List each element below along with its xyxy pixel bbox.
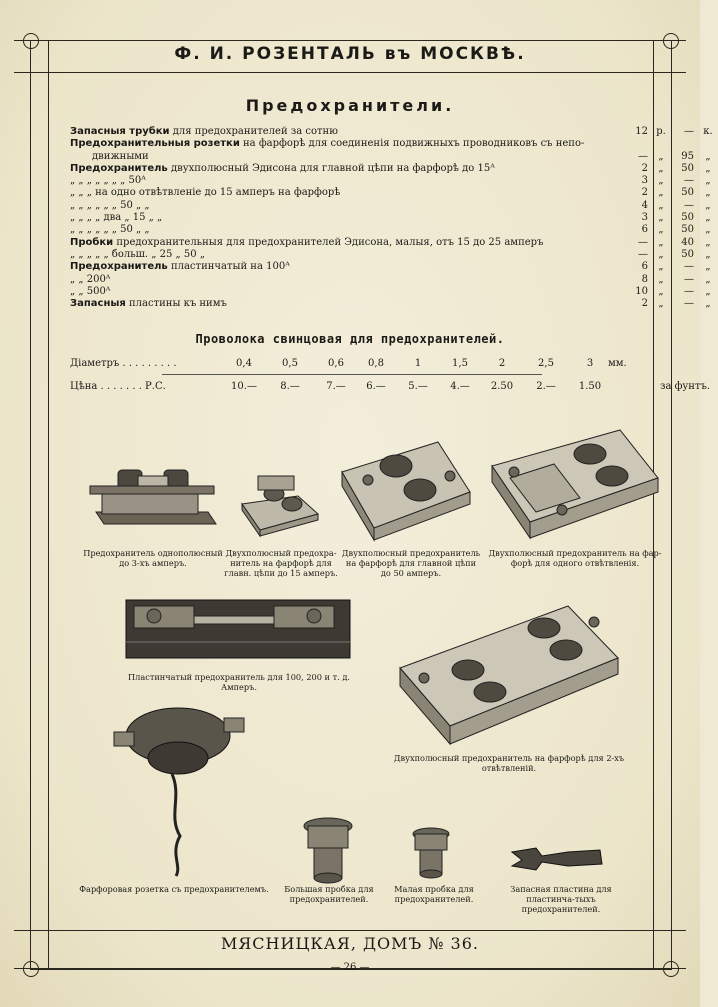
wire-price-cell: 7.— — [326, 381, 346, 392]
price-list-row — [70, 187, 711, 199]
diameter-cell: 2 — [498, 358, 506, 369]
price-cell: — — [638, 248, 648, 260]
price-cell: 50 — [681, 248, 694, 260]
price-cell: „ — [705, 273, 711, 285]
price-cell: 3 — [641, 212, 648, 224]
caption-large-plug: Большая пробка для предохранителей. — [284, 884, 374, 904]
price-cell: „ — [658, 224, 664, 236]
item-description — [70, 274, 110, 286]
item-text: для предохранителей за сотню — [172, 126, 338, 137]
single-pole-fuse-illustration — [88, 462, 216, 532]
item-name: Запасныя — [70, 298, 126, 310]
item-text: „ „ „ „ „ „ 50 „ „ — [70, 224, 150, 236]
price-cell: „ — [705, 285, 711, 297]
price-cell: 50 — [681, 187, 694, 199]
diameter-cell: 0,4 — [236, 358, 252, 369]
item-description — [70, 286, 110, 298]
price-cell: 2 — [641, 298, 648, 310]
corner-ornament — [663, 961, 679, 977]
item-description — [70, 261, 290, 273]
price-list-row — [70, 273, 711, 286]
item-description — [70, 138, 584, 150]
price-cell: 2 — [641, 187, 648, 199]
item-description — [70, 163, 495, 175]
item-text: пластинчатый на 100ᴬ — [170, 261, 290, 273]
price-cell: „ — [658, 187, 664, 199]
item-text: „ „ 200ᴬ — [70, 273, 111, 285]
page-title: Предохранители. — [245, 96, 455, 115]
price-cell: 6 — [641, 224, 648, 236]
price-cell: 95 — [681, 150, 694, 162]
wire-price-cell: 2.50 — [490, 381, 514, 392]
price-cell: 4 — [641, 199, 648, 211]
diameter-cell: 0,8 — [368, 358, 384, 369]
price-list-row — [70, 162, 711, 175]
diameter-cell: 3 — [586, 358, 594, 369]
price-cell: 12 — [635, 126, 648, 137]
price-cell: 50 — [681, 224, 694, 236]
price-cell: „ — [658, 285, 664, 297]
price-cell: „ — [658, 298, 664, 310]
price-cell: 3 — [641, 175, 648, 187]
caption-plate-fuse: Пластинчатый предохранитель для 100, 200 и т. д. Амперъ. — [128, 672, 350, 692]
price-list-row — [70, 212, 711, 224]
price-cell: „ — [705, 162, 711, 174]
wire-section-title: Проволока свинцовая для предохранителей. — [195, 332, 505, 346]
item-text: „ „ „ „ „ больш. „ 25 „ 50 „ — [70, 248, 205, 260]
item-description — [70, 126, 338, 138]
price-cell: „ — [705, 212, 711, 224]
price-cell: „ — [658, 261, 664, 273]
item-name: Пробки — [70, 236, 114, 248]
caption-fuse-15a: Двухполюсный предохра-нитель на фарфорѣ для главн. цѣпи до 15 амперъ. — [224, 548, 338, 578]
wire-price-cell: 6.— — [366, 381, 386, 392]
item-description — [70, 298, 227, 310]
price-cell: 10 — [635, 285, 648, 297]
item-name: Предохранительныя розетки — [70, 138, 240, 150]
price-cell: — — [684, 273, 694, 285]
item-name: Предохранитель — [70, 162, 168, 174]
price-cell: 40 — [681, 236, 694, 248]
price-cell: „ — [705, 199, 711, 211]
item-text: пластины къ нимъ — [129, 298, 227, 310]
price-cell: „ — [705, 150, 711, 162]
price-cell: 6 — [641, 261, 648, 273]
item-description — [70, 224, 150, 236]
fuse-one-branch-illustration — [490, 422, 660, 540]
item-name: Запасныя трубки — [70, 126, 170, 137]
price-cell: „ — [705, 187, 711, 199]
price-cell: „ — [658, 273, 664, 285]
wire-price-cell: 4.— — [450, 381, 470, 392]
porcelain-rosette-illustration — [112, 696, 248, 878]
price-cell: — — [638, 150, 648, 162]
price-cell: „ — [658, 199, 664, 211]
item-description — [70, 175, 146, 187]
price-list-row — [70, 261, 711, 273]
item-name: Предохранитель — [70, 261, 168, 273]
price-list-row — [70, 248, 711, 261]
diameter-cell: 0,6 — [328, 358, 344, 369]
price-label: Цѣна . . . . . . . Р.С. — [70, 381, 166, 392]
price-cell: „ — [658, 175, 664, 187]
corner-ornament — [23, 33, 39, 49]
price-list-row — [70, 138, 670, 150]
price-cell: „ — [705, 175, 711, 187]
caption-one-branch: Двухполюсный предохранитель на фар-форѣ для одного отвѣтвленія. — [488, 548, 662, 568]
diameter-cell: 0,5 — [282, 358, 298, 369]
price-list — [70, 126, 713, 310]
price-unit: за фунтъ. — [660, 381, 711, 392]
wire-price-cell: 5.— — [408, 381, 428, 392]
item-description — [70, 187, 340, 199]
wire-price-cell: 2.— — [536, 381, 556, 392]
price-cell: — — [684, 126, 694, 137]
price-cell: 50 — [681, 212, 694, 224]
price-list-row — [70, 236, 711, 249]
corner-ornament — [23, 961, 39, 977]
wire-price-cell: 1.50 — [578, 381, 602, 392]
item-text: двухполюсный Эдисона для главной цѣпи на фарфорѣ до 15ᴬ — [170, 162, 495, 174]
small-plug-illustration — [408, 826, 454, 882]
item-description — [70, 200, 150, 212]
caption-small-plug: Малая пробка для предохранителей. — [394, 884, 474, 904]
item-description — [92, 151, 149, 163]
price-cell: — — [684, 298, 694, 310]
price-cell: к. — [703, 126, 713, 137]
price-cell: „ — [658, 212, 664, 224]
caption-fuse-50a: Двухполюсный предохранитель на фарфорѣ для главной цѣпи до 50 амперъ. — [341, 548, 481, 578]
price-list-row — [70, 175, 711, 187]
price-cell: 2 — [641, 162, 648, 174]
item-text: „ „ „ на одно отвѣтвленіе до 15 амперъ на фарфорѣ — [70, 187, 341, 199]
price-cell: „ — [705, 248, 711, 260]
price-cell: — — [684, 285, 694, 297]
header-rule — [14, 72, 686, 73]
page-number: — 26 — — [330, 962, 370, 973]
price-list-row — [70, 298, 711, 310]
item-description — [70, 212, 162, 224]
price-cell: „ — [705, 298, 711, 310]
caption-single-pole: Предохранитель однополюсный до 3-хъ амперъ. — [83, 548, 223, 568]
item-text: движными — [92, 150, 149, 162]
plate-fuse-illustration — [124, 598, 352, 664]
wire-price-cell: 10.— — [231, 381, 257, 392]
item-text: на фарфорѣ для соединенія подвижныхъ проводниковъ съ непо- — [243, 138, 585, 150]
price-cell: „ — [658, 150, 664, 162]
item-text: „ „ „ „ „ „ „ 50ᴬ — [70, 175, 146, 187]
caption-spare-plate: Запасная пластина для пластинча-тыхъ предохранителей. — [510, 884, 612, 914]
price-list-row — [70, 199, 711, 212]
price-list-row — [70, 150, 711, 163]
price-cell: — — [684, 261, 694, 273]
price-list-row — [70, 224, 711, 236]
price-cell: „ — [658, 236, 664, 248]
diameter-label: Діаметръ . . . . . . . . . — [70, 358, 177, 369]
diameter-unit: мм. — [608, 358, 627, 369]
price-list-row — [70, 285, 711, 298]
page-header: Ф. И. РОЗЕНТАЛЬ въ МОСКВѢ. — [174, 44, 526, 64]
price-cell: „ — [705, 224, 711, 236]
item-description — [70, 249, 205, 261]
fuse-two-branch-illustration — [398, 598, 620, 746]
price-list-row — [70, 126, 713, 138]
price-cell: 8 — [641, 273, 648, 285]
price-cell: — — [638, 236, 648, 248]
corner-ornament — [663, 33, 679, 49]
fuse-15a-illustration — [240, 474, 320, 536]
diameter-cell: 1 — [414, 358, 422, 369]
caption-two-branch: Двухполюсный предохранитель на фарфорѣ для 2-хъ отвѣтвленій. — [393, 753, 625, 773]
price-cell: „ — [705, 236, 711, 248]
large-plug-illustration — [300, 816, 356, 884]
price-cell: 50 — [681, 162, 694, 174]
caption-rosette: Фарфоровая розетка съ предохранителемъ. — [79, 884, 269, 894]
item-text: „ „ „ „ „ „ 50 „ „ — [70, 199, 150, 211]
spare-plate-illustration — [508, 846, 606, 872]
price-cell: р. — [656, 126, 666, 137]
price-cell: — — [684, 175, 694, 187]
page-footer: МЯСНИЦКАЯ, ДОМЪ № 36. — [221, 934, 479, 953]
item-text: „ „ 500ᴬ — [70, 285, 111, 297]
top-rule — [14, 40, 686, 41]
item-description — [70, 237, 543, 249]
item-text: предохранительныя для предохранителей Эдисона, малыя, отъ 15 до 25 амперъ — [116, 236, 544, 248]
price-cell: „ — [658, 162, 664, 174]
price-cell: „ — [658, 248, 664, 260]
diameter-cell: 2,5 — [538, 358, 554, 369]
price-cell: — — [684, 199, 694, 211]
wire-price-cell: 8.— — [280, 381, 300, 392]
fuse-50a-illustration — [338, 432, 474, 542]
price-cell: „ — [705, 261, 711, 273]
item-text: „ „ „ „ два „ 15 „ „ — [70, 212, 163, 224]
table-rule — [162, 374, 542, 375]
diameter-cell: 1,5 — [452, 358, 468, 369]
footer-rule — [14, 930, 686, 931]
